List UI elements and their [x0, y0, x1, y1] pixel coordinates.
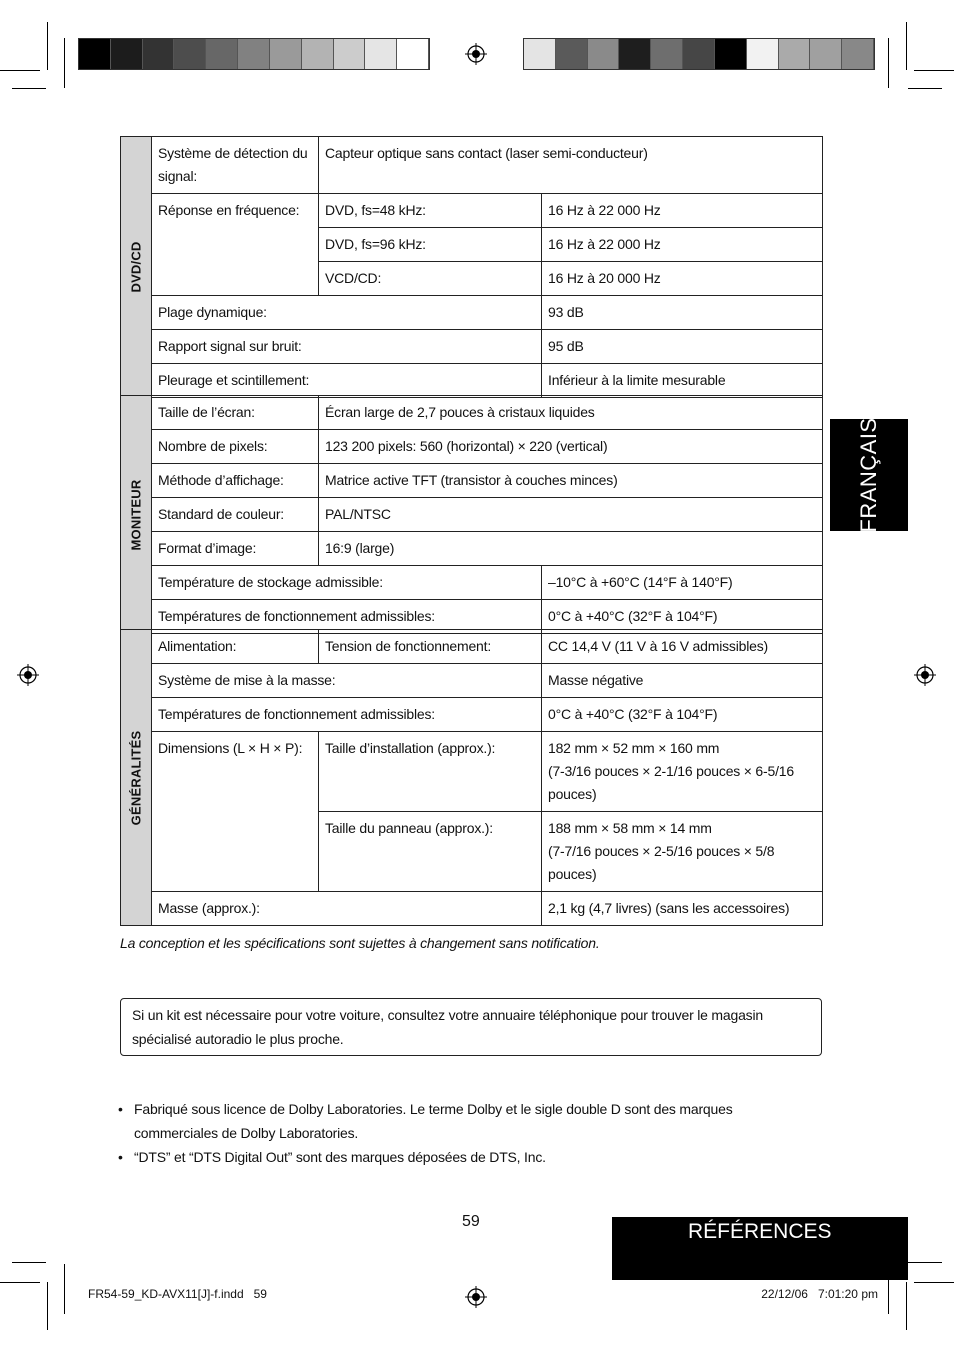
language-tab	[830, 419, 908, 531]
crop-mark	[0, 70, 40, 71]
spec-value: PAL/NTSC	[319, 498, 823, 532]
color-swatch	[143, 39, 175, 69]
spec-value: CC 14,4 V (11 V à 16 V admissibles)	[542, 630, 823, 664]
color-swatch	[238, 39, 270, 69]
color-swatch	[79, 39, 111, 69]
spec-value: Masse négative	[542, 664, 823, 698]
spec-value: 0°C à +40°C (32°F à 104°F)	[542, 600, 823, 634]
color-swatch	[619, 39, 651, 69]
section-label-cell	[121, 396, 152, 634]
color-calibration-bar-right	[523, 38, 875, 70]
spec-value: 95 dB	[542, 330, 823, 364]
crop-mark	[12, 88, 46, 89]
page-number: 59	[462, 1213, 480, 1230]
language-tab-label: FRANÇAIS	[856, 417, 881, 533]
spec-value: 16:9 (large)	[319, 532, 823, 566]
section-label-cell	[121, 137, 152, 398]
spec-value: Capteur optique sans contact (laser semi-conducteur)	[319, 137, 823, 194]
section-label: MONITEUR	[128, 479, 144, 550]
trademark-list	[118, 1097, 818, 1169]
list-item: • Fabriqué sous licence de Dolby Laboratories. Le terme Dolby et le sigle double D sont des marques commerciales de Dolby Laboratories.	[118, 1097, 818, 1145]
spec-sublabel: DVD, fs=48 kHz:	[319, 194, 542, 228]
spec-label: Réponse en fréquence:	[152, 194, 319, 296]
spec-label: Température de stockage admissible:	[152, 566, 542, 600]
spec-label: Rapport signal sur bruit:	[152, 330, 542, 364]
crop-mark	[64, 38, 65, 88]
color-swatch	[683, 39, 715, 69]
spec-value: 93 dB	[542, 296, 823, 330]
spec-label: Taille de l’écran:	[152, 396, 319, 430]
color-swatch	[206, 39, 238, 69]
spec-value-line: (7-7/16 pouces × 2-5/16 pouces × 5/8 pouces)	[548, 843, 775, 882]
spec-value	[542, 732, 823, 812]
spec-value: Écran large de 2,7 pouces à cristaux liquides	[319, 396, 823, 430]
info-box: Si un kit est nécessaire pour votre voiture, consultez votre annuaire téléphonique pour trouver le magasin spécialisé autoradio le plus proche.	[120, 998, 822, 1056]
registration-mark-icon	[17, 664, 39, 686]
spec-sublabel: VCD/CD:	[319, 262, 542, 296]
color-swatch	[842, 39, 874, 69]
footer-timestamp: 22/12/06 7:01:20 pm	[761, 1287, 878, 1301]
spec-value	[542, 812, 823, 892]
spec-label: Nombre de pixels:	[152, 430, 319, 464]
spec-value: 2,1 kg (4,7 livres) (sans les accessoires)	[542, 892, 823, 926]
spec-value: 0°C à +40°C (32°F à 104°F)	[542, 698, 823, 732]
spec-sublabel: Taille d’installation (approx.):	[319, 732, 542, 812]
spec-label: Système de détection du signal:	[152, 137, 319, 194]
spec-value: 16 Hz à 22 000 Hz	[542, 228, 823, 262]
crop-mark	[914, 1282, 954, 1283]
crop-mark	[908, 1262, 942, 1263]
crop-mark	[906, 22, 907, 70]
spec-label: Format d’image:	[152, 532, 319, 566]
list-item: • “DTS” et “DTS Digital Out” sont des marques déposées de DTS, Inc.	[118, 1145, 818, 1169]
spec-label: Plage dynamique:	[152, 296, 542, 330]
spec-sublabel: DVD, fs=96 kHz:	[319, 228, 542, 262]
registration-mark-icon	[465, 1286, 487, 1308]
color-swatch	[779, 39, 811, 69]
color-swatch	[334, 39, 366, 69]
spec-value: Matrice active TFT (transistor à couches minces)	[319, 464, 823, 498]
spec-label: Températures de fonctionnement admissibles:	[152, 698, 542, 732]
color-swatch	[174, 39, 206, 69]
color-swatch	[651, 39, 683, 69]
spec-value: Inférieur à la limite mesurable	[542, 364, 823, 398]
spec-value: 16 Hz à 20 000 Hz	[542, 262, 823, 296]
spec-label: Méthode d’affichage:	[152, 464, 319, 498]
crop-mark	[908, 88, 942, 89]
spec-value-line: (7-3/16 pouces × 2-1/16 pouces × 6-5/16 pouces)	[548, 763, 794, 802]
spec-label: Pleurage et scintillement:	[152, 364, 542, 398]
section-label: DVD/CD	[128, 241, 144, 293]
specification-note: La conception et les spécifications sont sujettes à changement sans notification.	[120, 935, 600, 951]
crop-mark	[888, 38, 889, 88]
spec-value: 16 Hz à 22 000 Hz	[542, 194, 823, 228]
registration-mark-icon	[465, 43, 487, 65]
crop-mark	[0, 1282, 40, 1283]
moniteur-spec-table	[120, 395, 823, 634]
registration-mark-icon	[914, 664, 936, 686]
crop-mark	[906, 1282, 907, 1330]
color-swatch	[111, 39, 143, 69]
crop-mark	[47, 22, 48, 70]
spec-label: Dimensions (L × H × P):	[152, 732, 319, 892]
color-swatch	[810, 39, 842, 69]
footer-file-info: FR54-59_KD-AVX11[J]-f.indd 59	[88, 1287, 267, 1301]
color-swatch	[747, 39, 779, 69]
color-calibration-bar-left	[78, 38, 430, 70]
spec-label: Standard de couleur:	[152, 498, 319, 532]
color-swatch	[524, 39, 556, 69]
generalites-spec-table	[120, 629, 823, 926]
color-swatch	[556, 39, 588, 69]
section-label-cell	[121, 630, 152, 926]
dvdcd-spec-table	[120, 136, 823, 398]
color-swatch	[715, 39, 747, 69]
spec-value-line: 188 mm × 58 mm × 14 mm	[548, 820, 712, 836]
color-swatch	[270, 39, 302, 69]
crop-mark	[12, 1262, 46, 1263]
color-swatch	[365, 39, 397, 69]
spec-sublabel: Taille du panneau (approx.):	[319, 812, 542, 892]
crop-mark	[47, 1282, 48, 1330]
spec-label: Températures de fonctionnement admissibles:	[152, 600, 542, 634]
section-tab	[612, 1217, 908, 1280]
section-tab-label: RÉFÉRENCES	[688, 1220, 832, 1243]
spec-value-line: 182 mm × 52 mm × 160 mm	[548, 740, 720, 756]
spec-value: 123 200 pixels: 560 (horizontal) × 220 (vertical)	[319, 430, 823, 464]
spec-value: –10°C à +60°C (14°F à 140°F)	[542, 566, 823, 600]
color-swatch	[588, 39, 620, 69]
spec-label: Masse (approx.):	[152, 892, 542, 926]
crop-mark	[914, 70, 954, 71]
crop-mark	[64, 1264, 65, 1314]
spec-label: Système de mise à la masse:	[152, 664, 542, 698]
section-label: GÉNÉRALITÉS	[128, 730, 144, 825]
spec-sublabel: Tension de fonctionnement:	[319, 630, 542, 664]
spec-label: Alimentation:	[152, 630, 319, 664]
color-swatch	[397, 39, 429, 69]
color-swatch	[302, 39, 334, 69]
